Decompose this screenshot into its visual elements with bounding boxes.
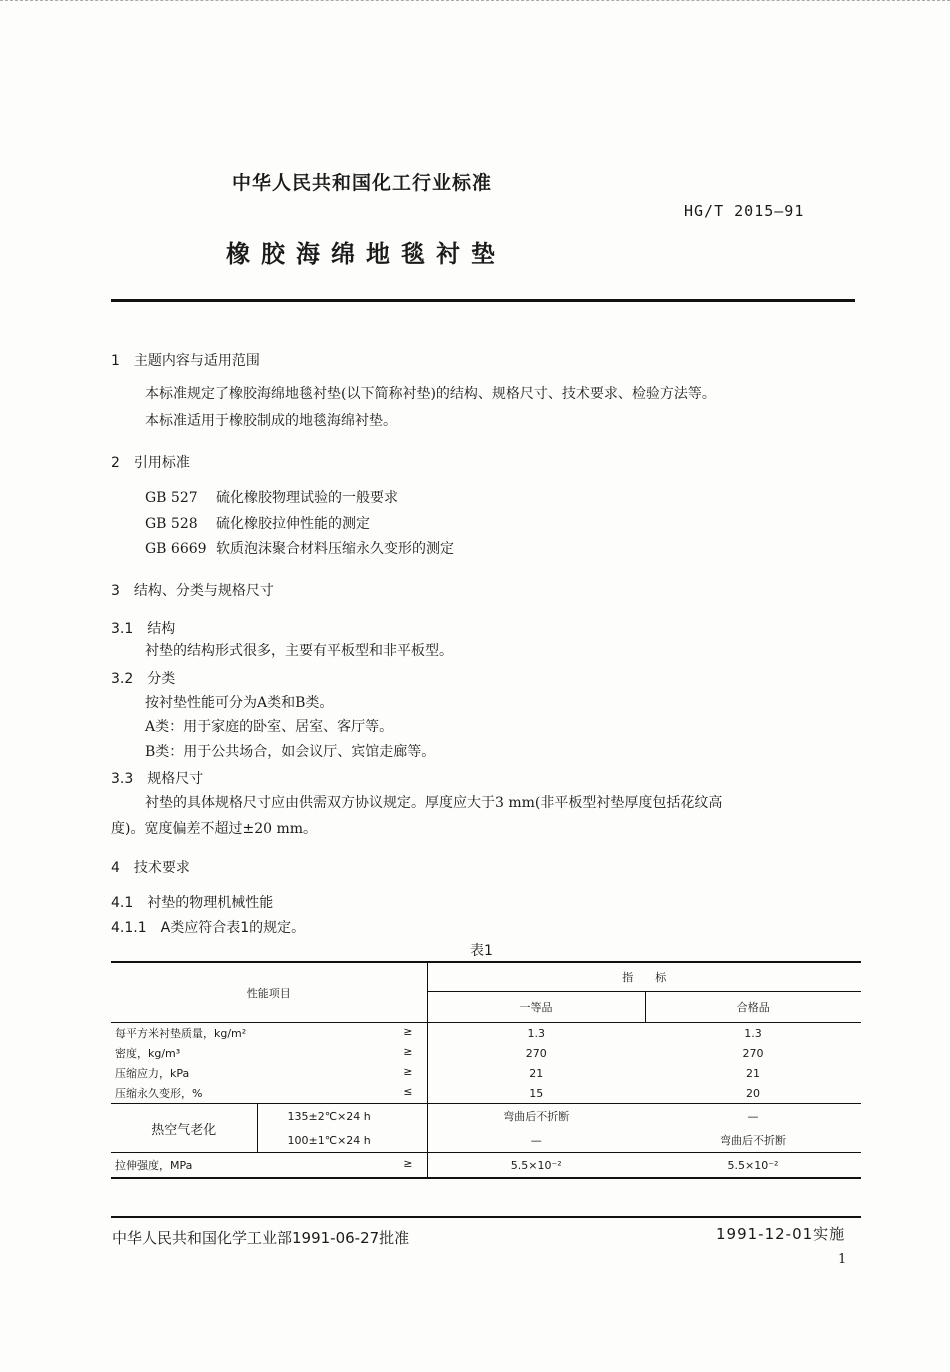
reference-code: GB 527 xyxy=(145,490,198,506)
aging-condition: 100±1℃×24 h xyxy=(257,1128,427,1153)
section-3-3-paragraph-line-1: 衬垫的具体规格尺寸应由供需双方协议规定。厚度应大于3 mm(非平板型衬垫厚度包括花纹高 xyxy=(145,795,723,811)
reference-title: 软质泡沫聚合材料压缩永久变形的测定 xyxy=(216,541,454,557)
row-item: 压缩应力，kPa xyxy=(115,1067,190,1080)
aging-pass-grade: — xyxy=(747,1109,759,1123)
approval-statement: 中华人民共和国化学工业部1991-06-27批准 xyxy=(112,1229,410,1247)
row-item: 压缩永久变形，% xyxy=(115,1087,203,1100)
table-row xyxy=(111,1083,861,1104)
section-1-paragraph-2: 本标准适用于橡胶制成的地毯海绵衬垫。 xyxy=(145,413,397,429)
standard-code: HG/T 2015—91 xyxy=(684,202,805,220)
section-3-heading: 3 结构、分类与规格尺寸 xyxy=(111,583,274,599)
row-pass-grade: 20 xyxy=(645,1083,861,1104)
section-4-1-heading: 4.1 衬垫的物理机械性能 xyxy=(111,895,274,911)
row-item: 密度，kg/m³ xyxy=(115,1047,181,1060)
aging-pass-grade: 弯曲后不折断 xyxy=(645,1128,861,1153)
table-row xyxy=(111,1023,861,1044)
row-item: 每平方米衬垫质量，kg/m² xyxy=(115,1027,247,1040)
aging-row xyxy=(111,1104,861,1129)
row-operator: ≥ xyxy=(403,1025,413,1038)
reference-item xyxy=(145,538,454,558)
document-title: 橡胶海绵地毯衬垫 xyxy=(226,240,506,268)
reference-title: 硫化橡胶拉伸性能的测定 xyxy=(216,516,370,532)
reference-title: 硫化橡胶物理试验的一般要求 xyxy=(216,490,398,506)
title-rule xyxy=(111,299,855,302)
table-header-item: 性能项目 xyxy=(111,962,427,1023)
section-1-heading: 1 主题内容与适用范围 xyxy=(111,353,260,369)
table-row xyxy=(111,1043,861,1063)
row-operator: ≥ xyxy=(403,1065,413,1078)
table-row xyxy=(111,1153,861,1179)
row-pass-grade: 5.5×10⁻² xyxy=(645,1153,861,1179)
row-pass-grade: 270 xyxy=(742,1046,764,1060)
section-3-1-paragraph: 衬垫的结构形式很多，主要有平板型和非平板型。 xyxy=(145,643,453,659)
table-header-first-grade: 一等品 xyxy=(427,992,645,1023)
section-3-2-heading: 3.2 分类 xyxy=(111,671,176,687)
table-row xyxy=(111,1063,861,1083)
row-operator: ≥ xyxy=(403,1045,413,1058)
row-first-grade: 15 xyxy=(427,1083,645,1104)
section-3-3-paragraph-line-2: 度)。宽度偏差不超过±20 mm。 xyxy=(111,821,318,837)
aging-first-grade: — xyxy=(427,1128,645,1153)
row-first-grade: 1.3 xyxy=(427,1023,645,1044)
section-3-3-heading: 3.3 规格尺寸 xyxy=(111,771,204,787)
row-operator: ≥ xyxy=(403,1157,413,1170)
reference-item xyxy=(145,487,398,507)
section-3-1-heading: 3.1 结构 xyxy=(111,621,176,637)
section-1-paragraph-1: 本标准规定了橡胶海绵地毯衬垫(以下简称衬垫)的结构、规格尺寸、技术要求、检验方法等。 xyxy=(145,386,716,402)
row-pass-grade: 1.3 xyxy=(744,1026,762,1040)
table-1 xyxy=(111,961,861,1179)
table-caption: 表1 xyxy=(470,943,493,959)
row-first-grade: 270 xyxy=(427,1043,645,1063)
table-header-index: 指 标 xyxy=(427,962,861,992)
reference-code: GB 528 xyxy=(145,516,198,532)
aging-label: 热空气老化 xyxy=(111,1104,257,1153)
section-3-2-paragraph-1: 按衬垫性能可分为A类和B类。 xyxy=(145,695,334,711)
section-3-2-paragraph-2: A类：用于家庭的卧室、居室、客厅等。 xyxy=(145,719,394,735)
section-2-heading: 2 引用标准 xyxy=(111,455,190,471)
standard-organization: 中华人民共和国化工行业标准 xyxy=(232,172,493,194)
page-number: 1 xyxy=(838,1252,847,1267)
section-3-2-paragraph-3: B类：用于公共场合，如会议厅、宾馆走廊等。 xyxy=(145,744,436,760)
section-4-heading: 4 技术要求 xyxy=(111,860,190,876)
row-pass-grade: 21 xyxy=(746,1066,760,1080)
scan-edge xyxy=(0,0,950,1)
aging-first-grade: 弯曲后不折断 xyxy=(427,1104,645,1129)
effective-date: 1991-12-01实施 xyxy=(716,1225,846,1243)
row-first-grade: 21 xyxy=(427,1063,645,1083)
table-header-pass-grade: 合格品 xyxy=(645,992,861,1023)
section-4-1-1-heading: 4.1.1 A类应符合表1的规定。 xyxy=(111,920,306,936)
footer-rule xyxy=(111,1216,861,1218)
reference-item xyxy=(145,513,370,533)
row-operator: ≤ xyxy=(403,1085,413,1098)
reference-code: GB 6669 xyxy=(145,541,207,557)
row-first-grade: 5.5×10⁻² xyxy=(427,1153,645,1179)
aging-condition: 135±2℃×24 h xyxy=(257,1104,427,1129)
row-item: 拉伸强度，MPa xyxy=(115,1159,193,1172)
